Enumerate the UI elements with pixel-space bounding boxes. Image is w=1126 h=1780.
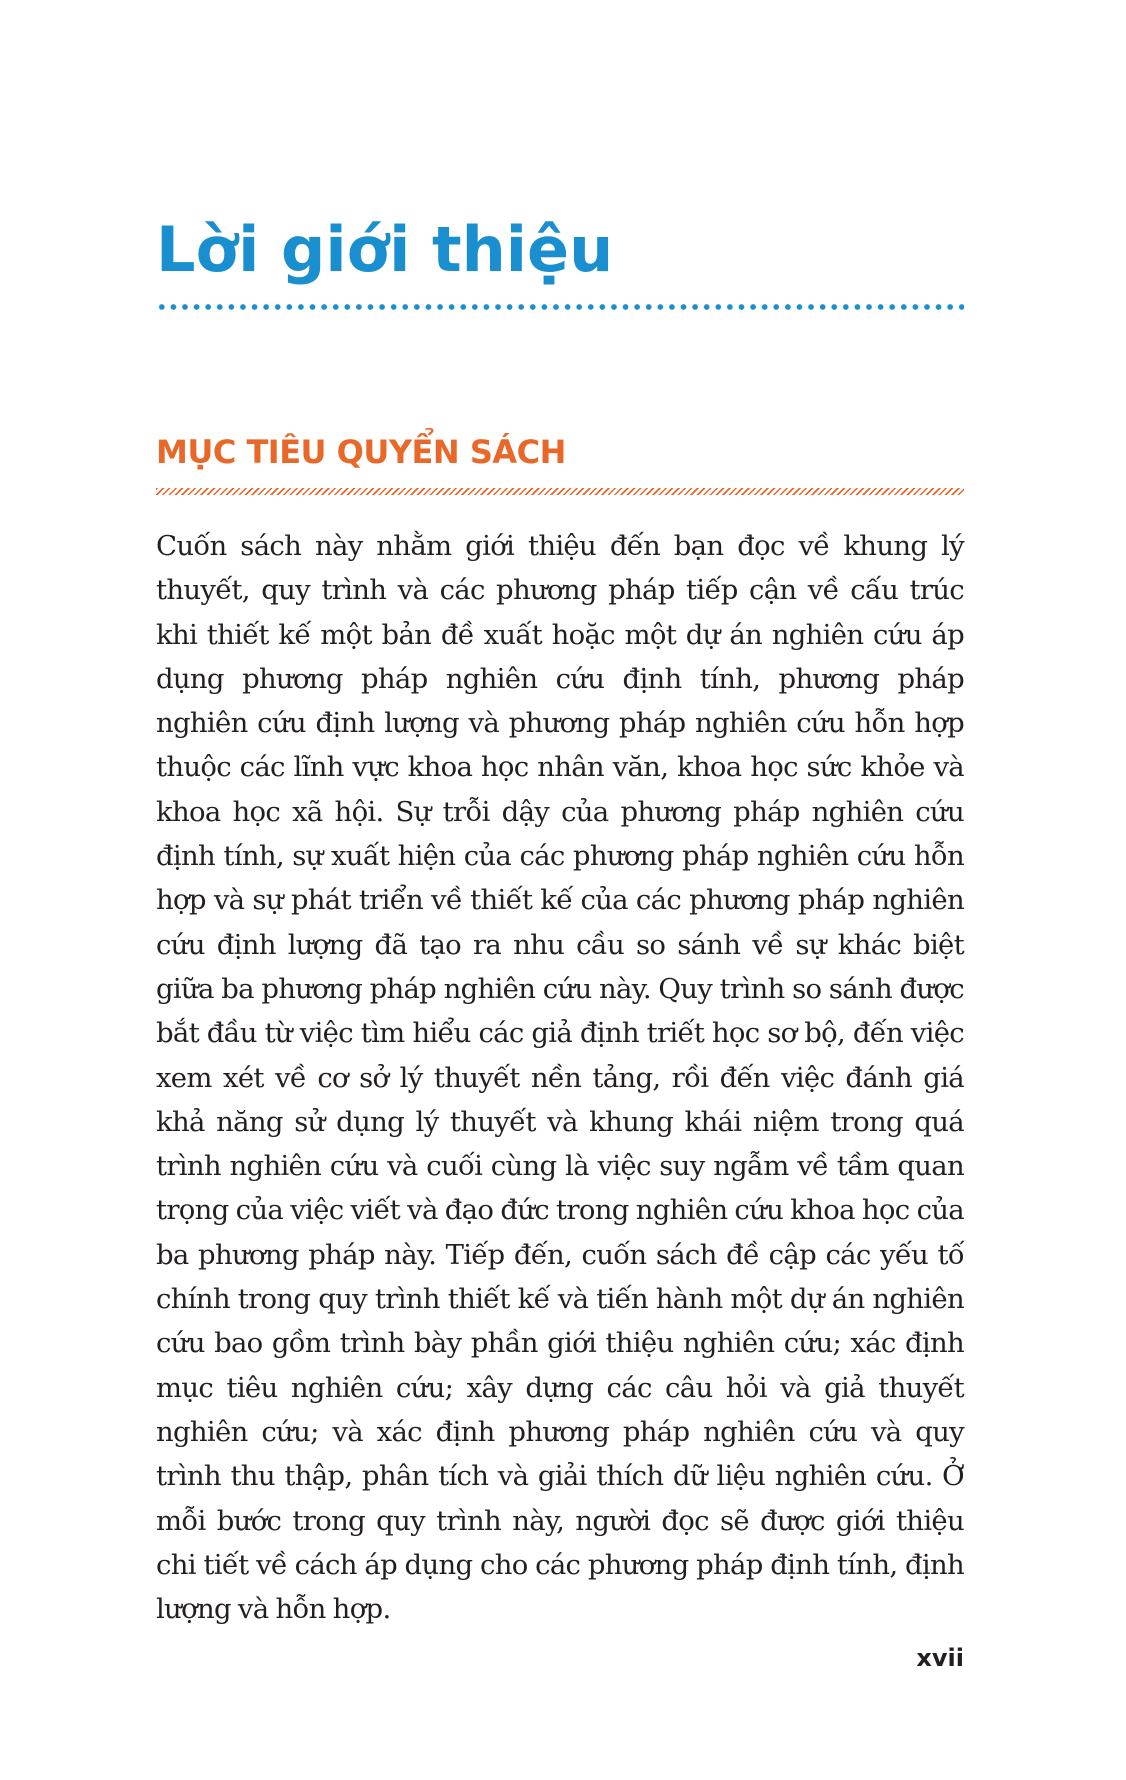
chapter-title: Lời giới thiệu bbox=[156, 213, 614, 286]
section-hatched-divider bbox=[156, 488, 964, 495]
page-number: xvii bbox=[916, 1644, 964, 1672]
title-dotted-divider bbox=[156, 304, 964, 310]
section-heading: MỤC TIÊU QUYỂN SÁCH bbox=[156, 433, 566, 471]
section-paragraph: Cuốn sách này nhằm giới thiệu đến bạn đọc về khung lý thuyết, quy trình và các phương pháp tiếp cận về cấu trúc khi thiết kế một bản đề xuất hoặc một dự án nghiên cứu áp dụng phương pháp nghiên cứu định tính, phương pháp nghiên cứu định lượng và phương pháp nghiên cứu hỗn hợp thuộc các lĩnh vực khoa học nhân văn, khoa học sức khỏe và khoa học xã hội. Sự trỗi dậy của phương pháp nghiên cứu định tính, sự xuất hiện của các phương pháp nghiên cứu hỗn hợp và sự phát triển về thiết kế của các phương pháp nghiên cứu định lượng đã tạo ra nhu cầu so sánh về sự khác biệt giữa ba phương pháp nghiên cứu này. Quy trình so sánh được bắt đầu từ việc tìm hiểu các giả định triết học sơ bộ, đến việc xem xét về cơ sở lý thuyết nền tảng, rồi đến việc đánh giá khả năng sử dụng lý thuyết và khung khái niệm trong quá trình nghiên cứu và cuối cùng là việc suy ngẫm về tầm quan trọng của việc viết và đạo đức trong nghiên cứu khoa học của ba phương pháp này. Tiếp đến, cuốn sách đề cập các yếu tố chính trong quy trình thiết kế và tiến hành một dự án nghiên cứu bao gồm trình bày phần giới thiệu nghiên cứu; xác định mục tiêu nghiên cứu; xây dựng các câu hỏi và giả thuyết nghiên cứu; và xác định phương pháp nghiên cứu và quy trình thu thập, phân tích và giải thích dữ liệu nghiên cứu. Ở mỗi bước trong quy trình này, người đọc sẽ được giới thiệu chi tiết về cách áp dụng cho các phương pháp định tính, định lượng và hỗn hợp. bbox=[156, 530, 964, 1626]
